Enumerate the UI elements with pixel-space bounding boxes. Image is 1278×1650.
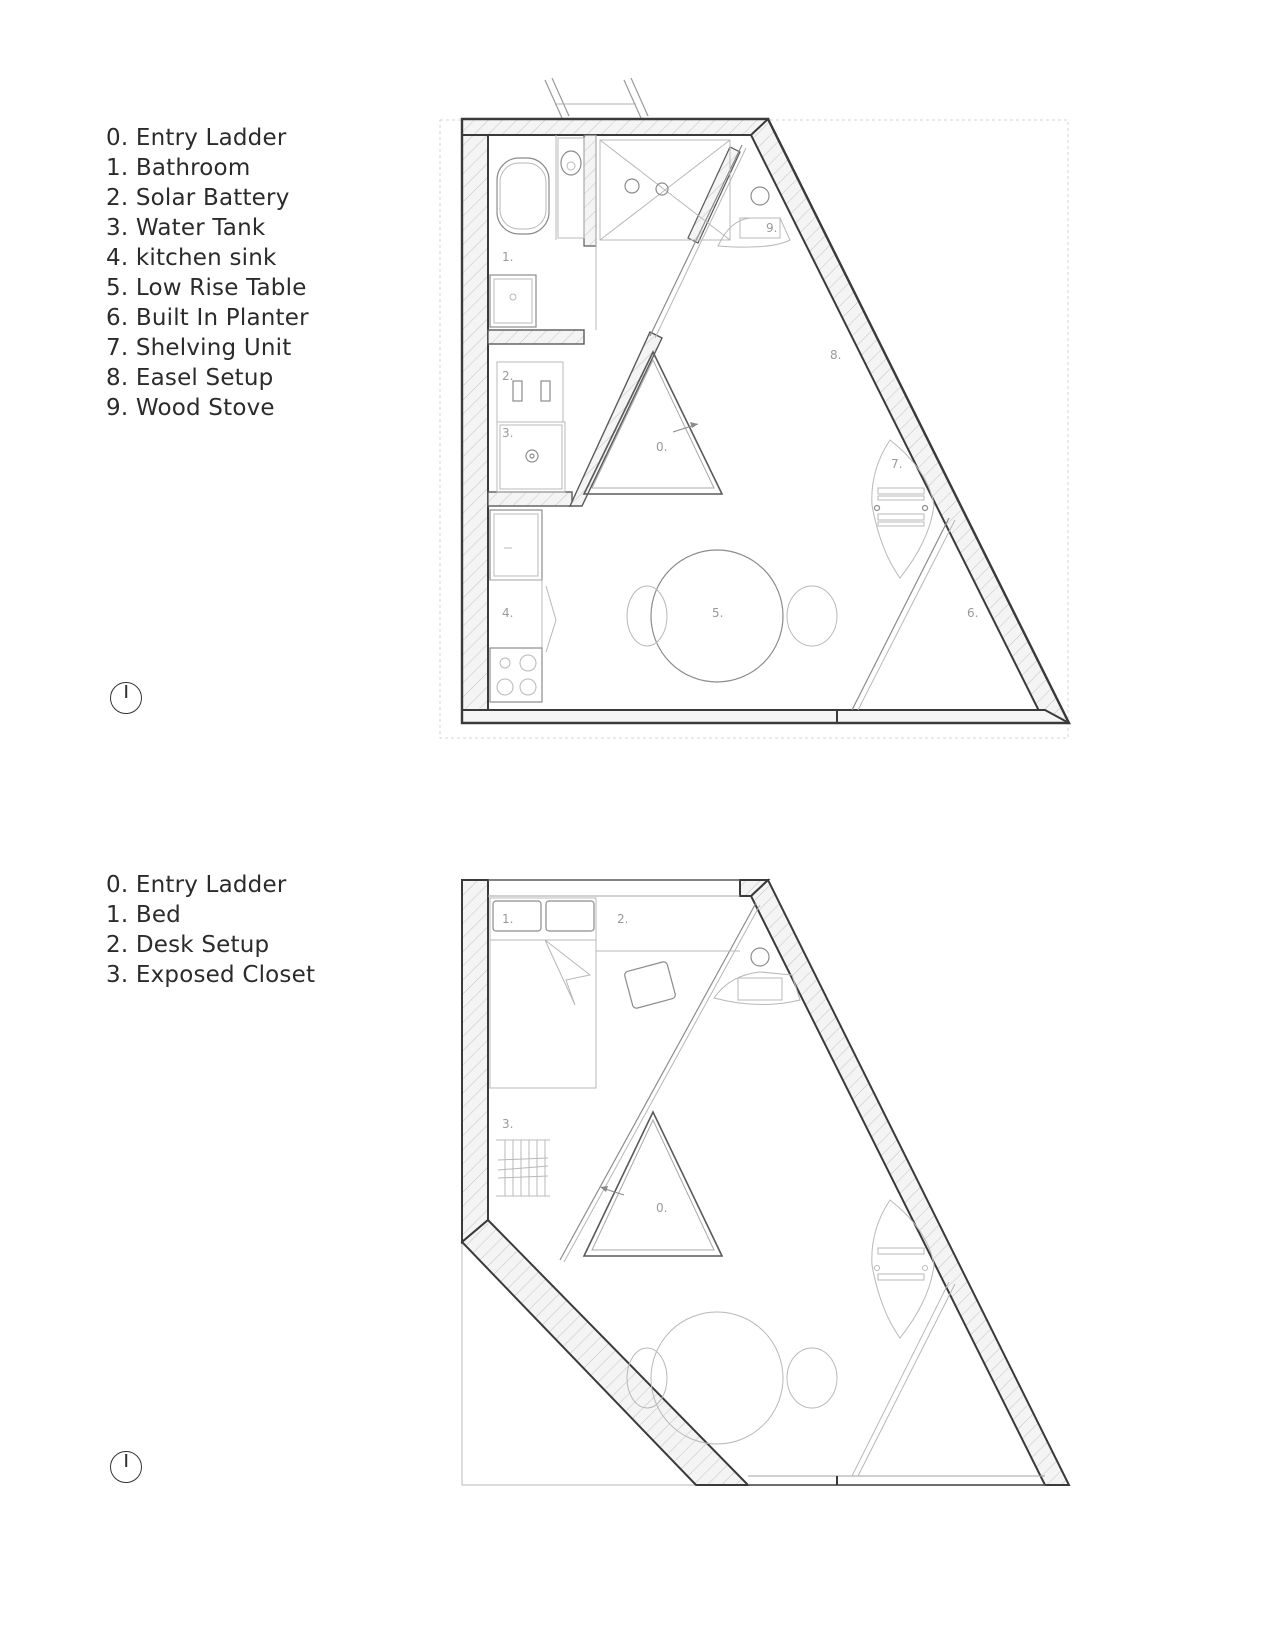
legend-item: 3. Water Tank [106, 215, 266, 241]
entry-ladder-rails [545, 78, 648, 118]
room-label-ladder: 0. [656, 1201, 668, 1215]
kitchen-fixtures [490, 510, 556, 702]
legend-item: 5. Low Rise Table [106, 275, 307, 301]
legend-item: 6. Built In Planter [106, 305, 309, 331]
room-label-easel: 8. [830, 348, 842, 362]
loft-entry-ladder [584, 1112, 722, 1256]
room-label-battery: 2. [502, 369, 514, 383]
legend-item: 8. Easel Setup [106, 365, 274, 391]
loft-floor-plan [462, 880, 1069, 1485]
legend-item: 3. Exposed Closet [106, 962, 316, 988]
bed [490, 898, 596, 1088]
room-label-bathroom: 1. [502, 250, 514, 264]
site-boundary [440, 120, 1068, 738]
legend-item: 4. kitchen sink [106, 245, 277, 271]
legend-item: 1. Bathroom [106, 155, 251, 181]
loft-room-labels [502, 912, 667, 1215]
room-label-sink: 4. [502, 606, 514, 620]
legend-item: 0. Entry Ladder [106, 125, 287, 151]
room-label-stove: 9. [766, 221, 778, 235]
room-label-planter: 6. [967, 606, 979, 620]
exposed-closet [496, 1140, 550, 1196]
room-label-closet: 3. [502, 1117, 514, 1131]
legend-item: 1. Bed [106, 902, 181, 928]
legend-item: 2. Solar Battery [106, 185, 290, 211]
room-label-bed: 1. [502, 912, 514, 926]
legend-item: 9. Wood Stove [106, 395, 275, 421]
legend-item: 2. Desk Setup [106, 932, 270, 958]
loft-exterior-walls [462, 880, 1069, 1485]
legend-item: 7. Shelving Unit [106, 335, 292, 361]
desk-setup [596, 948, 800, 1009]
room-label-tank: 3. [502, 426, 514, 440]
legend-item: 0. Entry Ladder [106, 872, 287, 898]
interior-partitions [488, 135, 746, 506]
ground-floor-plan [440, 78, 1069, 738]
low-rise-table [627, 550, 837, 682]
entry-ladder [584, 352, 722, 494]
room-label-table: 5. [712, 606, 724, 620]
exterior-walls [462, 119, 1069, 723]
room-label-desk: 2. [617, 912, 629, 926]
room-label-shelving: 7. [891, 457, 903, 471]
room-label-ladder: 0. [656, 440, 668, 454]
